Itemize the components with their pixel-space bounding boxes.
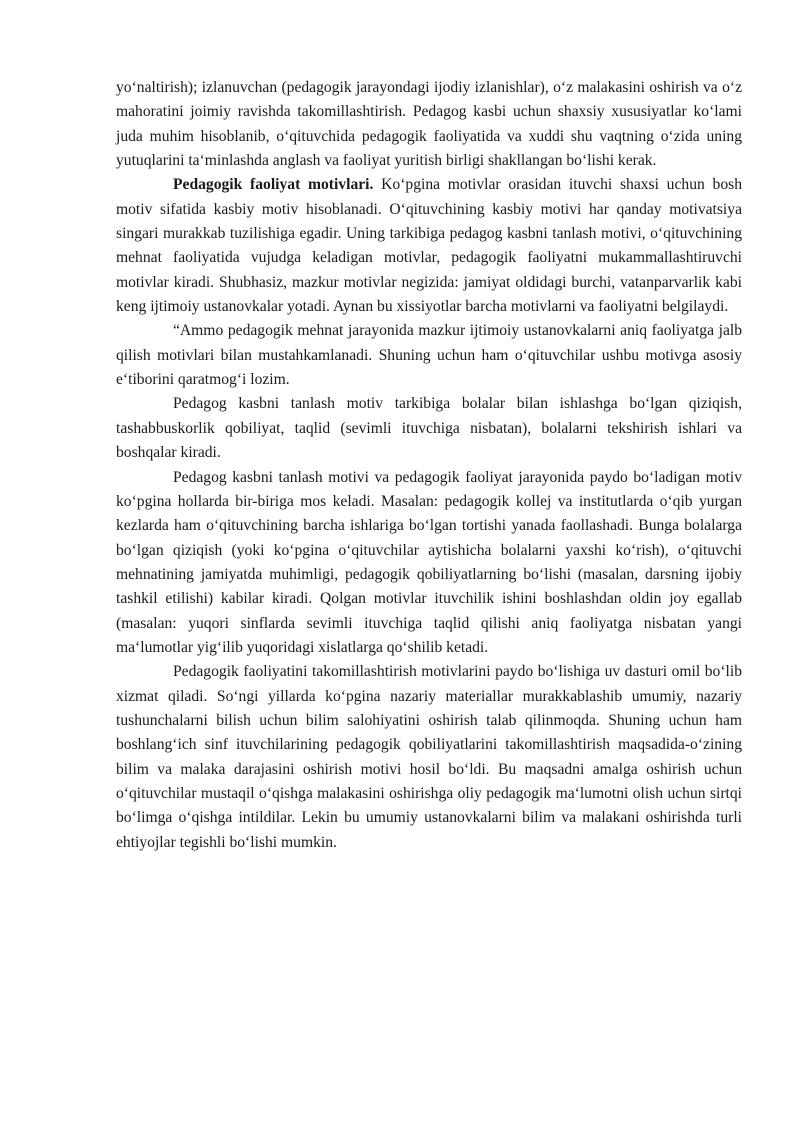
paragraph-4-text: Pedagog kasbni tanlash motiv tarkibiga bolalar bilan ishlashga bo‘lgan qiziqish, tashabbuskorlik qobiliyat, taqlid (sevimli ituvchiga nisbatan), bolalarni tekshirish ishlari va boshqalar kiradi.	[116, 395, 742, 462]
paragraph-6-text: Pedagogik faoliyatini takomillashtirish motivlarini paydo bo‘lishiga uv dasturi omil bo‘lib xizmat qiladi. So‘ngi yillarda ko‘pgina nazariy materiallar murakkablashib umumiy, nazariy tushunchalarni bilish uchun bilim salohiyatini oshirish talab qilinmoqda. Shuning uchun ham boshlang‘ich sinf ituvchilarining pedagogik qobiliyatlarini takomillashtirish maqsadida-o‘zining bilim va malaka darajasini oshirish motivi hosil bo‘ldi. Bu maqsadni amalga oshirish uchun o‘qituvchilar mustaqil o‘qishga malakasini oshirishga oliy pedagogik ma‘lumotni olish uchun sirtqi bo‘limga o‘qishga intildilar. Lekin bu umumiy ustanovkalarni bilim va malakani oshirishda turli ehtiyojlar tegishli bo‘lishi mumkin.	[116, 663, 742, 851]
paragraph-5-text: Pedagog kasbni tanlash motivi va pedagogik faoliyat jarayonida paydo bo‘ladigan motiv ko‘pgina hollarda bir-biriga mos keladi. Masalan: pedagogik kollej va institutlarda o‘qib yurgan kezlarda ham o‘qituvchining barcha ishlariga bo‘lgan tortishi yanada faollashadi. Bunga bolalarga bo‘lgan qiziqish (yoki ko‘pgina o‘qituvchilar aytishicha bolalarni yaxshi ko‘rish), o‘qituvchi mehnatining jamiyatda muhimligi, pedagogik qobiliyatlarning bo‘lishi (masalan, darsning ijobiy tashkil etilishi) kabilar kiradi. Qolgan motivlar ituvchilik ishini boshlashdan oldin joy egallab (masalan: yuqori sinflarda sevimli ituvchiga taqlid qilishi aniq faoliyatga nisbatan yangi ma‘lumotlar yig‘ilib yuqoridagi xislatlarga qo‘shilib ketadi.	[116, 468, 742, 656]
paragraph-2	[116, 173, 742, 319]
paragraph-2-text: Ko‘pgina motivlar orasidan ituvchi shaxsi uchun bosh motiv sifatida kasbiy motiv hisoblanadi. O‘qituvchining kasbiy motivi har qanday motivatsiya singari murakkab tuzilishiga egadir. Uning tarkibiga pedagog kasbni tanlash motivi, o‘qituvchining mehnat faoliyatida vujudga keladigan motivlar, pedagogik faoliyatni mukammallashtiruvchi motivlar kiradi. Shubhasiz, mazkur motivlar negizida: jamiyat oldidagi burchi, vatanparvarlik kabi keng ijtimoiy ustanovkalar yotadi. Aynan bu xissiyotlar barcha motivlarni va faoliyatni belgilaydi.	[116, 176, 742, 316]
section-heading-motivlar: Pedagogik faoliyat motivlari.	[173, 176, 374, 194]
paragraph-6	[116, 660, 742, 855]
paragraph-3-text: “Ammo pedagogik mehnat jarayonida mazkur ijtimoiy ustanovkalarni aniq faoliyatga jalb qilish motivlari bilan mustahkamlanadi. Shuning uchun ham o‘qituvchilar ushbu motivga asosiy e‘tiborini qaratmog‘i lozim.	[116, 322, 742, 389]
paragraph-1	[116, 76, 742, 173]
paragraph-5	[116, 466, 742, 661]
paragraph-4	[116, 392, 742, 465]
paragraph-1-text: yo‘naltirish); izlanuvchan (pedagogik jarayondagi ijodiy izlanishlar), o‘z malakasini oshirish va o‘z mahoratini joimiy ravishda takomillashtirish. Pedagog kasbi uchun shaxsiy xususiyatlar ko‘lami juda muhim hisoblanib, o‘qituvchida pedagogik faoliyatida va xuddi shu vaqtning o‘zida uning yutuqlarini ta‘minlashda anglash va faoliyat yuritish birligi shakllangan bo‘lishi kerak.	[116, 79, 742, 170]
paragraph-3	[116, 319, 742, 392]
document-page	[116, 76, 742, 855]
